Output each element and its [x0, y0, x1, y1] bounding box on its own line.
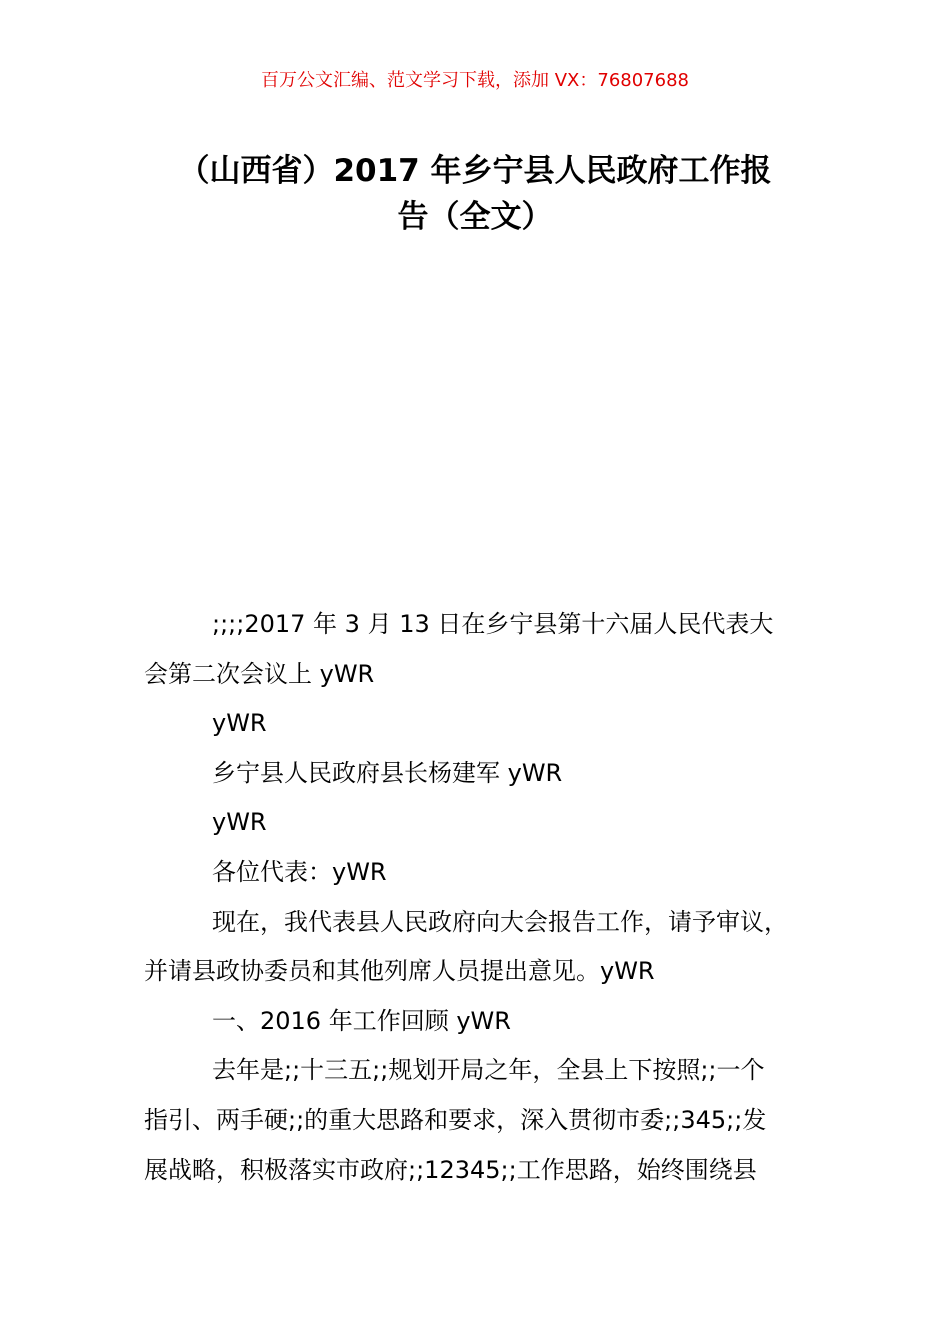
body-line: yWR	[212, 808, 267, 837]
title-line-1: （山西省）2017 年乡宁县人民政府工作报	[178, 153, 772, 189]
document-body	[144, 600, 834, 1195]
section-heading: 一、2016 年工作回顾 yWR	[212, 1006, 511, 1035]
body-line: 现在，我代表县人民政府向大会报告工作，请予审议，	[212, 907, 788, 936]
title-line-2: 告（全文）	[397, 199, 553, 235]
body-line: yWR	[212, 709, 267, 738]
body-line: 去年是;;十三五;;规划开局之年，全县上下按照;;一个	[212, 1056, 765, 1085]
body-line: 会第二次会议上 yWR	[144, 659, 375, 688]
body-line: 展战略，积极落实市政府;;12345;;工作思路，始终围绕县	[144, 1155, 757, 1184]
body-line: ;;;;2017 年 3 月 13 日在乡宁县第十六届人民代表大	[212, 610, 774, 638]
body-line: 各位代表：yWR	[212, 857, 387, 886]
body-line: 指引、两手硬;;的重大思路和要求，深入贯彻市委;;345;;发	[144, 1105, 767, 1134]
document-title	[120, 148, 830, 240]
body-line: 并请县政协委员和其他列席人员提出意见。yWR	[144, 957, 655, 986]
body-line: 乡宁县人民政府县长杨建军 yWR	[212, 758, 563, 787]
header-note: 百万公文汇编、范文学习下载，添加 VX：76807688	[261, 70, 689, 91]
